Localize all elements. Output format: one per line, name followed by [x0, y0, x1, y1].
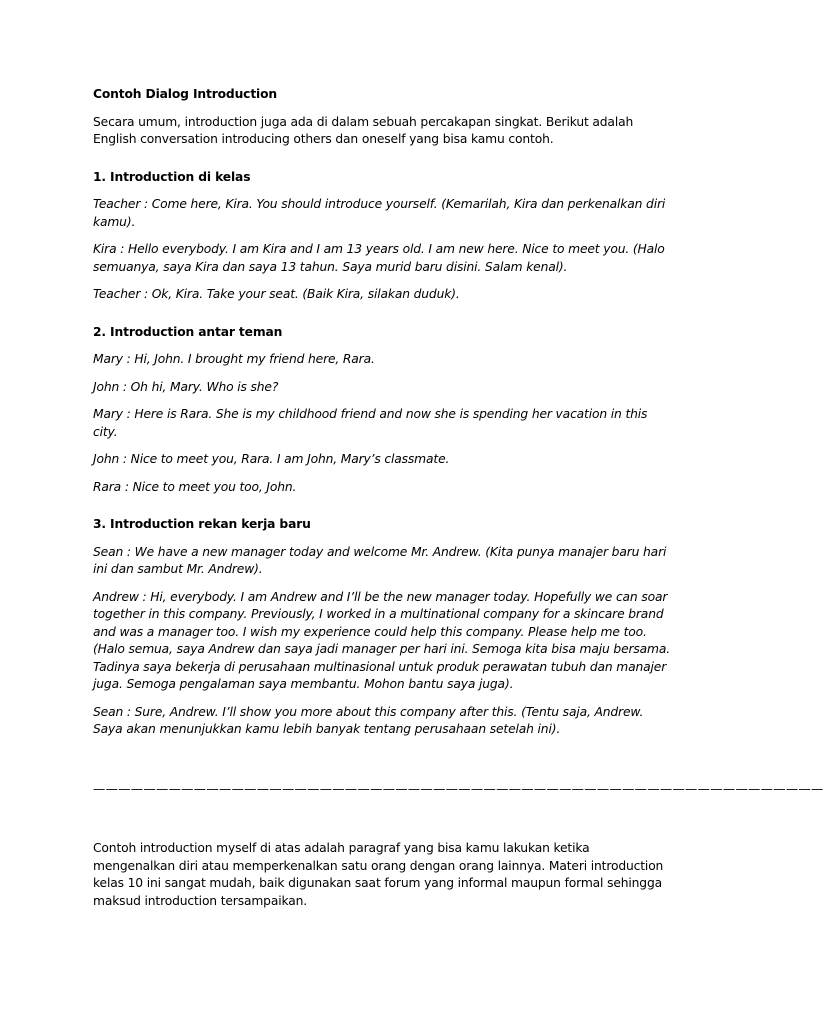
section-introduction-rekan-kerja-baru	[93, 516, 673, 739]
dialog-line: Sean : Sure, Andrew. I’ll show you more about this company after this. (Tentu saja, Andrew. Saya akan menunjukkan kamu lebih banyak tentang perusahaan setelah ini).	[93, 704, 644, 736]
dialog-line: John : Oh hi, Mary. Who is she?	[93, 379, 279, 394]
section-heading: 2. Introduction antar teman	[93, 324, 283, 339]
dialog-line: Teacher : Ok, Kira. Take your seat. (Baik Kira, silakan duduk).	[93, 287, 460, 301]
dialog-line: Sean : We have a new manager today and welcome Mr. Andrew. (Kita punya manajer baru hari ini dan sambut Mr. Andrew).	[93, 544, 667, 576]
dialog-line: John : Nice to meet you, Rara. I am John, Mary’s classmate.	[93, 452, 450, 466]
section-heading: 3. Introduction rekan kerja baru	[93, 517, 311, 531]
closing-paragraph: Contoh introduction myself di atas adalah paragraf yang bisa kamu lakukan ketika mengenalkan diri atau memperkenalkan satu orang dengan orang lainnya. Materi introduction kelas 10 ini sangat mudah, baik digunakan saat forum yang informal maupun formal sehingga maksud introduction tersampaikan.	[93, 841, 664, 908]
section-introduction-antar-teman	[93, 324, 673, 497]
dialog-line: Mary : Hi, John. I brought my friend here, Rara.	[93, 352, 375, 366]
dialog-line: Andrew : Hi, everybody. I am Andrew and I’ll be the new manager today. Hopefully we can soar together in this company. Previously, I worked in a multinational company for a skincare brand and was a manager too. I wish my experience could help this company. Please help me too. (Halo semua, saya Andrew dan saya jadi manager per hari ini. Semoga kita bisa maju bersama. Tadinya saya bekerja di perusahaan multinasional untuk produk perawatan tubuh dan manajer juga. Semoga pengalaman saya membantu. Mohon bantu saya juga).	[93, 589, 671, 691]
separator-line: ——————————————————————————————————————————————————————————	[93, 781, 824, 796]
dialog-line: Kira : Hello everybody. I am Kira and I am 13 years old. I am new here. Nice to meet you. (Halo semuanya, saya Kira dan saya 13 tahun. Saya murid baru disini. Salam kenal).	[93, 242, 665, 274]
section-heading: 1. Introduction di kelas	[93, 169, 251, 184]
document-title: Contoh Dialog Introduction	[93, 87, 278, 101]
section-introduction-di-kelas	[93, 169, 673, 304]
intro-paragraph: Secara umum, introduction juga ada di dalam sebuah percakapan singkat. Berikut adalah English conversation introducing others dan oneself yang bisa kamu contoh.	[93, 114, 634, 146]
dialog-line: Mary : Here is Rara. She is my childhood friend and now she is spending her vacation in this city.	[93, 407, 648, 439]
dialog-line: Rara : Nice to meet you too, John.	[93, 479, 297, 494]
document-body	[93, 86, 824, 920]
dialog-line: Teacher : Come here, Kira. You should introduce yourself. (Kemarilah, Kira dan perkenalkan diri kamu).	[93, 197, 666, 229]
